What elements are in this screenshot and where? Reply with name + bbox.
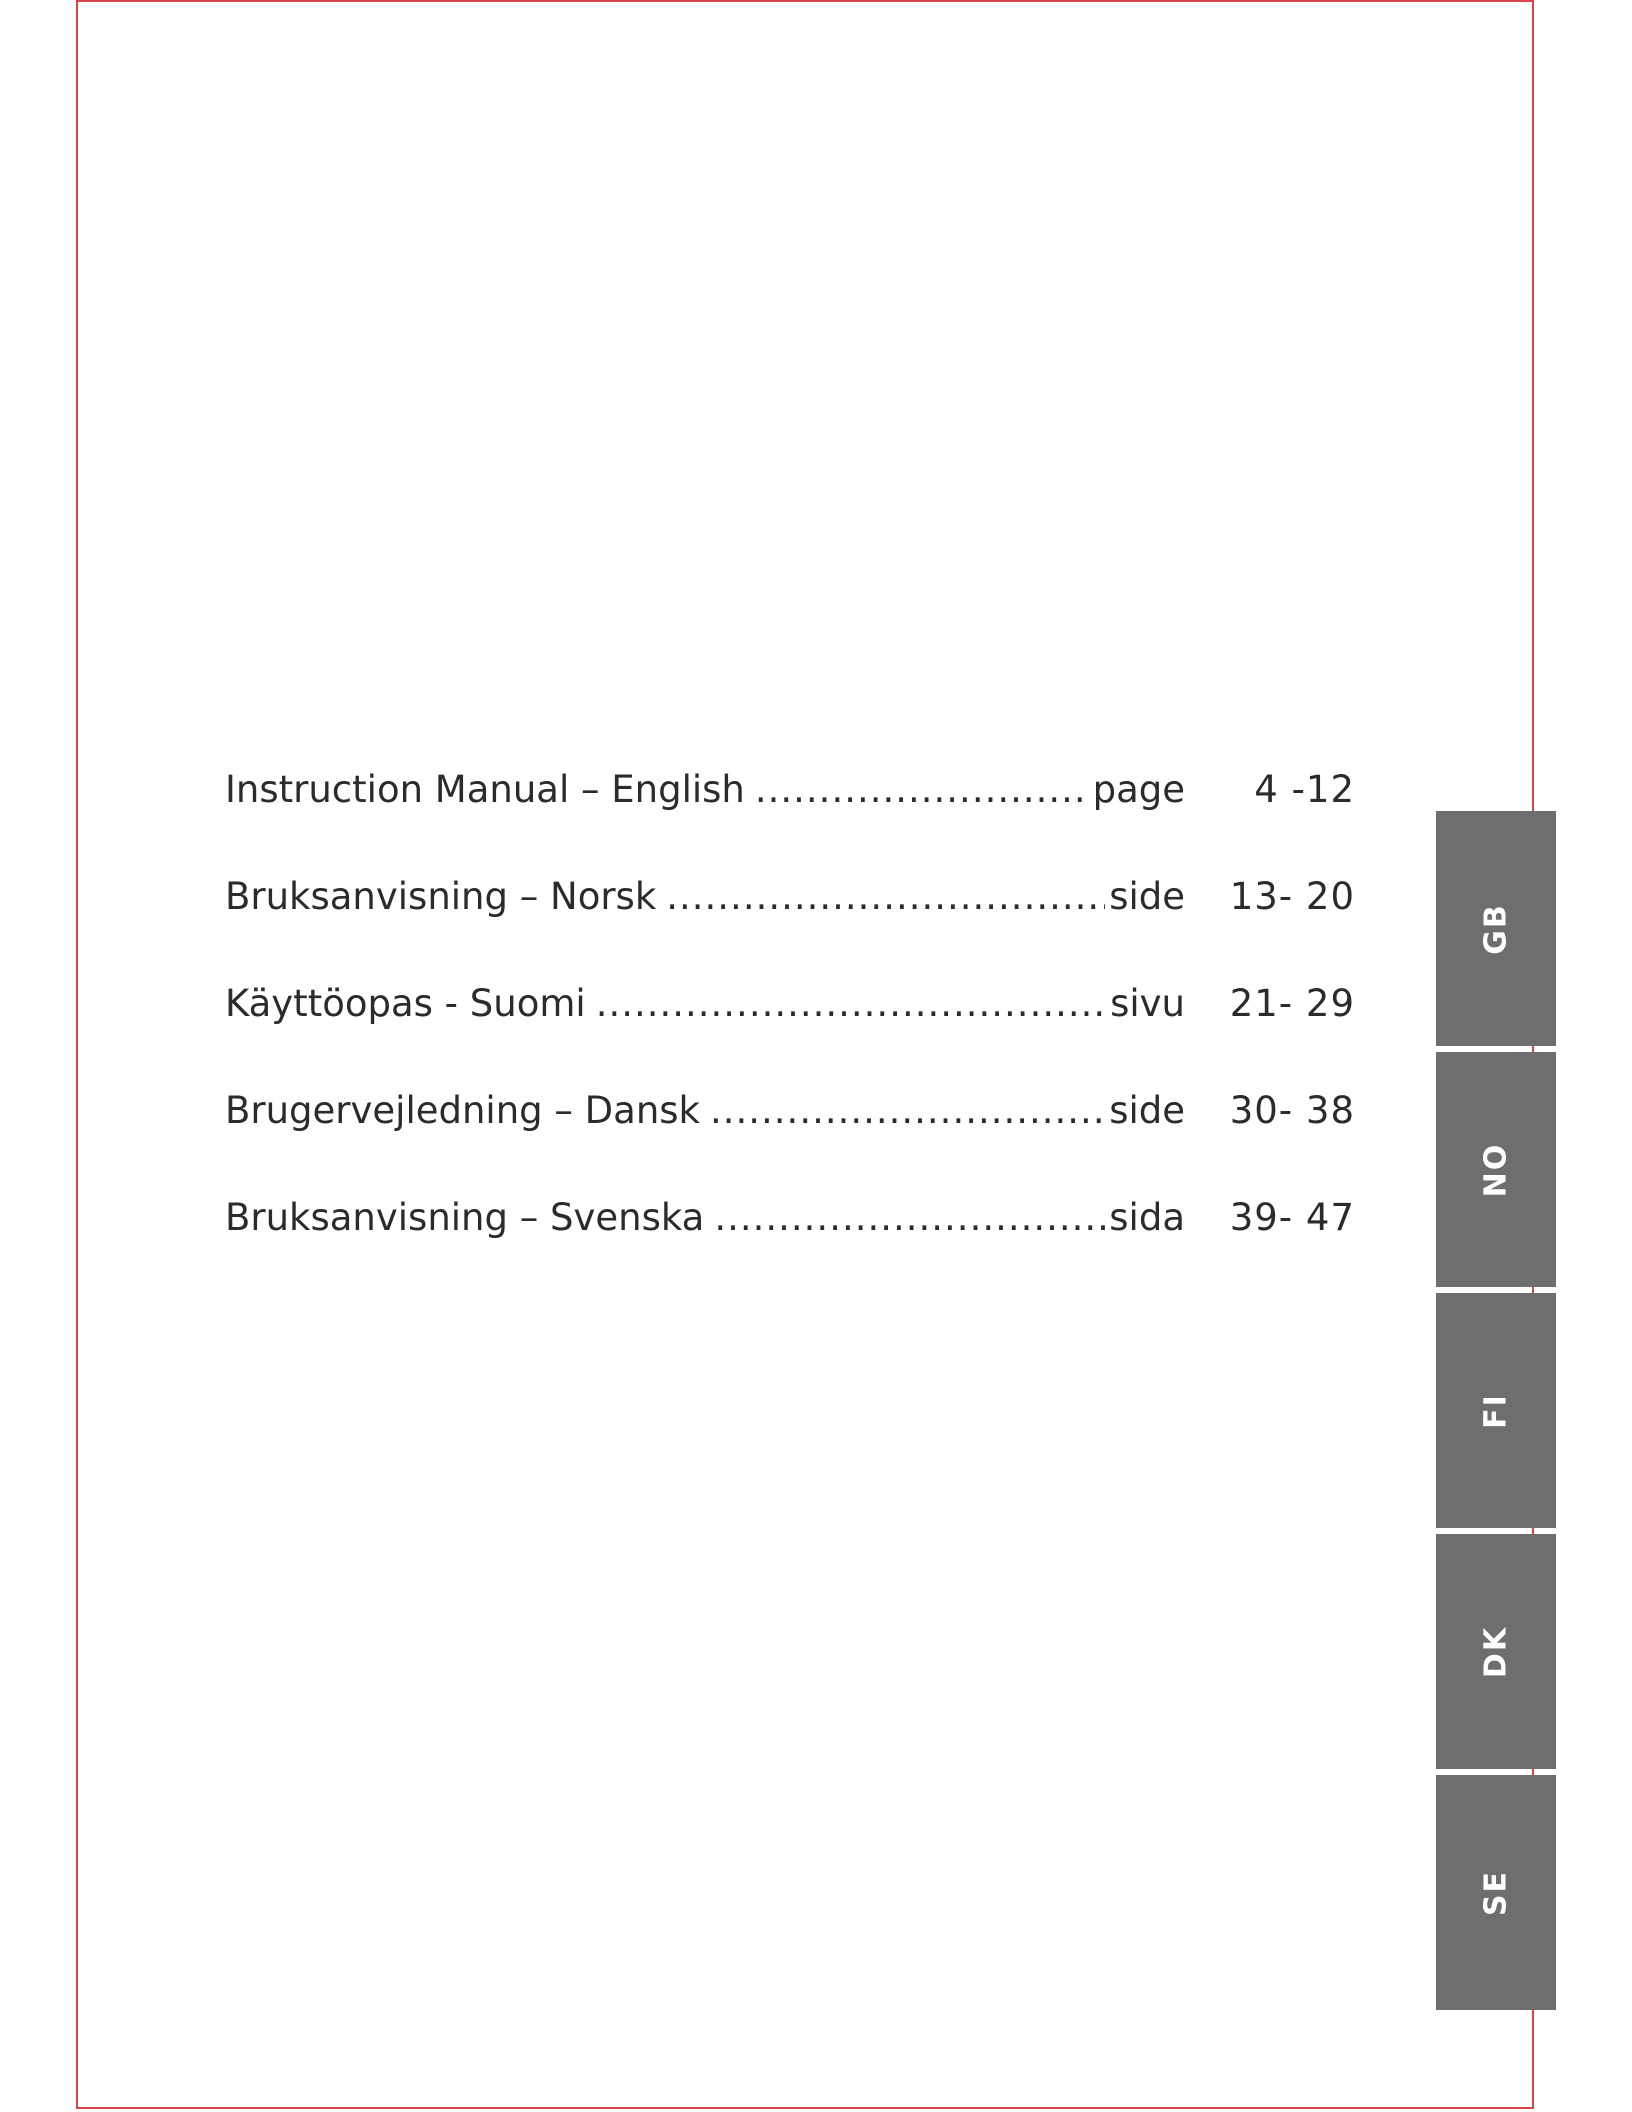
- toc-page-word: side: [1105, 1081, 1185, 1141]
- tab-label: NO: [1478, 1142, 1514, 1197]
- toc-row-suomi[interactable]: [225, 974, 1355, 1081]
- tab-label: GB: [1478, 902, 1514, 955]
- toc-dot-leader: [710, 1081, 1105, 1141]
- toc-entry: [225, 1081, 1185, 1141]
- toc-dot-leader: [596, 974, 1106, 1034]
- toc-dot-leader: [755, 760, 1089, 820]
- toc-page-word: side: [1105, 867, 1185, 927]
- toc-page-word: page: [1089, 760, 1185, 820]
- toc-entry: [225, 760, 1185, 820]
- language-tab-fi[interactable]: [1436, 1293, 1556, 1528]
- toc-title: Käyttöopas - Suomi: [225, 974, 596, 1034]
- tab-label: DK: [1478, 1625, 1514, 1678]
- toc-dot-leader: [714, 1188, 1105, 1248]
- language-thumb-tabs: [1436, 811, 1556, 2016]
- toc-page-range: 4 -12: [1254, 768, 1355, 811]
- toc-page-range: 39- 47: [1229, 1196, 1355, 1239]
- language-tab-gb[interactable]: [1436, 811, 1556, 1046]
- toc-page-word: sivu: [1106, 974, 1185, 1034]
- toc-page-range: 21- 29: [1229, 982, 1355, 1025]
- toc-title: Bruksanvisning – Svenska: [225, 1188, 714, 1248]
- table-of-contents: [225, 760, 1355, 1295]
- toc-row-dansk[interactable]: [225, 1081, 1355, 1188]
- toc-entry: [225, 1188, 1185, 1248]
- toc-row-english[interactable]: [225, 760, 1355, 867]
- toc-row-norsk[interactable]: [225, 867, 1355, 974]
- tab-label: FI: [1478, 1392, 1514, 1429]
- toc-title: Instruction Manual – English: [225, 760, 755, 820]
- language-tab-no[interactable]: [1436, 1052, 1556, 1287]
- language-tab-se[interactable]: [1436, 1775, 1556, 2010]
- toc-page-word: sida: [1105, 1188, 1185, 1248]
- toc-page-range: 13- 20: [1229, 875, 1355, 918]
- language-tab-dk[interactable]: [1436, 1534, 1556, 1769]
- toc-row-svenska[interactable]: [225, 1188, 1355, 1295]
- toc-page-range: 30- 38: [1229, 1089, 1355, 1132]
- toc-entry: [225, 867, 1185, 927]
- tab-label: SE: [1478, 1869, 1514, 1916]
- toc-dot-leader: [666, 867, 1105, 927]
- toc-title: Brugervejledning – Dansk: [225, 1081, 710, 1141]
- toc-entry: [225, 974, 1185, 1034]
- toc-title: Bruksanvisning – Norsk: [225, 867, 666, 927]
